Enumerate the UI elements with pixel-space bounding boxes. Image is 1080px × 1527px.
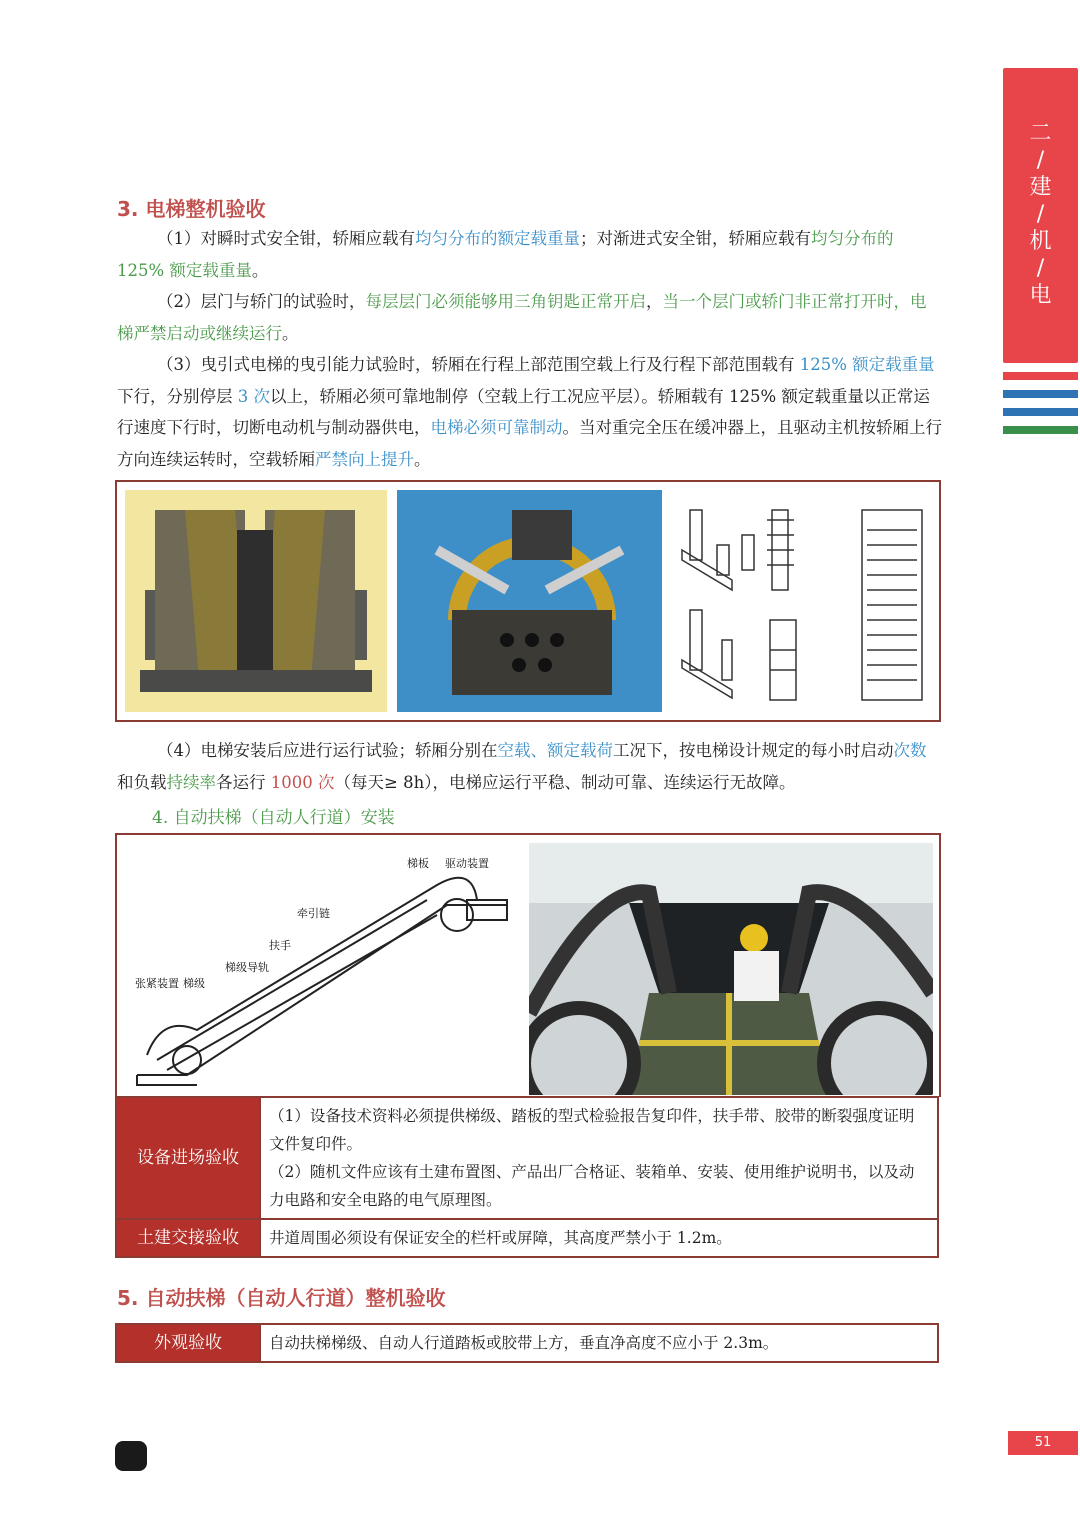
section-3-title: 3. 电梯整机验收 [117, 197, 266, 221]
highlight-text: 均匀分布的 125% 额定载重量 [117, 229, 894, 280]
table-row [116, 1324, 938, 1362]
text: 。 [282, 323, 299, 343]
text: 。当对重完全压在缓冲器上，且驱动主机按轿厢上行方向连续运转时，空载轿厢 [117, 418, 942, 469]
highlight-text: 空载、额定载荷 [497, 741, 613, 760]
highlight-text: 1000 次 [270, 772, 335, 792]
text: （4）电梯安装后应进行运行试验；轿厢分别在 [157, 741, 498, 760]
side-tab-char: / [1036, 256, 1045, 281]
escalator-figure [115, 833, 941, 1097]
label-drive-unit: 驱动装置 [445, 857, 489, 870]
buffer-diagrams [672, 490, 930, 712]
text: 。 [251, 260, 269, 280]
paragraph-3-4 [117, 735, 942, 798]
highlight-text: 均匀分布的额定载重量 [415, 229, 580, 248]
text: ；对渐进式安全钳，轿厢应载有 [580, 229, 811, 248]
escalator-acceptance-table [115, 1323, 939, 1363]
table-row-header: 外观验收 [116, 1324, 260, 1362]
table-cell [260, 1097, 938, 1219]
text: （1）对瞬时式安全钳，轿厢应载有 [157, 229, 415, 248]
side-tab-char: 建 [1029, 175, 1052, 200]
section-4-title: 4. 自动扶梯（自动人行道）安装 [152, 808, 395, 828]
table-cell-line: 井道周围必须设有保证安全的栏杆或屏障，其高度严禁小于 1.2m。 [269, 1229, 732, 1247]
text: 和负载 [117, 772, 167, 792]
table-cell-line: （2）随机文件应该有土建布置图、产品出厂合格证、装箱单、安装、使用维护说明书，以及动力电路和安全电路的电气原理图。 [269, 1163, 915, 1209]
safety-gear-photo-2 [397, 490, 662, 712]
highlight-text: 电梯必须可靠制动 [430, 418, 563, 437]
table-row [116, 1219, 938, 1257]
label-handrail: 扶手 [269, 939, 291, 952]
highlight-text: 严禁向上提升 [315, 449, 414, 469]
paragraph-3-3 [117, 349, 942, 475]
page-number: 51 [1008, 1431, 1078, 1455]
text: 下行，分别停层 [117, 386, 238, 406]
escalator-install-table [115, 1096, 939, 1258]
decor-stripe-green [1003, 426, 1078, 434]
table-cell [260, 1219, 938, 1257]
highlight-text: 每层层门必须能够用三角钥匙正常开启 [365, 292, 646, 311]
table-row-header: 设备进场验收 [116, 1097, 260, 1219]
highlight-text: 次数 [893, 741, 927, 760]
text: 工况下，按电梯设计规定的每小时启动 [613, 741, 894, 760]
publisher-logo [115, 1441, 147, 1471]
safety-gear-figure [115, 480, 941, 722]
label-step-guide: 梯级导轨 [225, 961, 269, 974]
label-step: 梯级 [183, 977, 205, 990]
table-cell: 自动扶梯梯级、自动人行道踏板或胶带上方，垂直净高度不应小于 2.3m。 [260, 1324, 938, 1362]
side-tab-char: / [1036, 148, 1045, 173]
chapter-side-tab [1003, 68, 1078, 363]
text: ， [646, 292, 663, 311]
highlight-text: 持续率 [166, 772, 216, 792]
highlight-text: 125% 额定载重量 [799, 355, 935, 374]
chapter-side-tab-text [1003, 68, 1078, 309]
label-traction-chain: 牵引链 [297, 907, 330, 920]
text: 以上，轿厢必须可靠地制停（空载上行工况应平层）。轿厢载有 125% 额定载重量以正常运行速度下行时，切断电动机与制动器供电， [117, 386, 930, 437]
side-tab-char: / [1036, 202, 1045, 227]
paragraph-3-1 [117, 223, 942, 286]
escalator-install-photo [529, 843, 933, 1095]
side-tab-char: 机 [1029, 229, 1052, 254]
table-row [116, 1097, 938, 1219]
label-tension-device: 张紧装置 [135, 977, 179, 990]
side-tab-char: 电 [1029, 283, 1052, 308]
side-tab-char: 二 [1029, 121, 1052, 146]
label-step-board: 梯板 [407, 857, 429, 870]
decor-stripe-red [1003, 372, 1078, 380]
text: （每天≥ 8h），电梯应运行平稳、制动可靠、连续运行无故障。 [334, 772, 796, 792]
decor-stripe-blue [1003, 408, 1078, 416]
highlight-text: 当一个层门或轿门非正常打开时，电梯严禁启动或继续运行 [117, 292, 927, 343]
text: （3）曳引式电梯的曳引能力试验时，轿厢在行程上部范围空载上行及行程下部范围载有 [157, 355, 800, 374]
table-cell-line: （1）设备技术资料必须提供梯级、踏板的型式检验报告复印件，扶手带、胶带的断裂强度证明文件复印件。 [269, 1107, 915, 1153]
section-5-title: 5. 自动扶梯（自动人行道）整机验收 [117, 1286, 446, 1310]
paragraph-3-2 [117, 286, 942, 349]
safety-gear-photo-1 [125, 490, 387, 712]
escalator-diagram [127, 845, 522, 1090]
table-row-header: 土建交接验收 [116, 1219, 260, 1257]
decor-stripe-blue [1003, 390, 1078, 398]
text: 。 [414, 449, 431, 469]
text: （2）层门与轿门的试验时， [157, 292, 366, 311]
text: 各运行 [216, 772, 271, 792]
highlight-text: 3 次 [237, 386, 270, 406]
